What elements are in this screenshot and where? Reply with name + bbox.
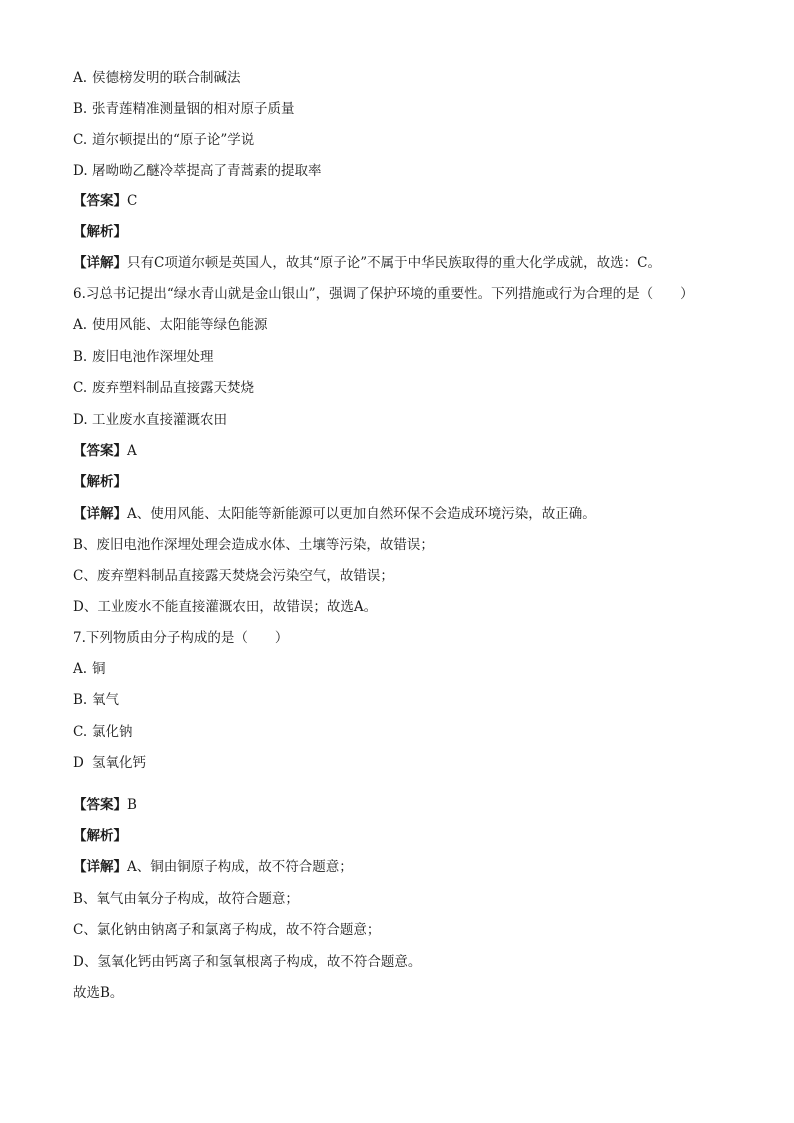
q7-detail-2: B、氧气由氧分子构成，故符合题意；	[73, 891, 299, 907]
q6-option-b: B. 废旧电池作深埋处理	[73, 349, 214, 365]
q7-option-c: C. 氯化钠	[73, 724, 133, 740]
q5-option-a: A. 侯德榜发明的联合制碱法	[73, 70, 241, 86]
q6-option-d: D. 工业废水直接灌溉农田	[73, 412, 227, 428]
q5-option-d: D. 屠呦呦乙醚冷萃提高了青蒿素的提取率	[73, 163, 322, 179]
q6-detail-1: 【详解】A、使用风能、太阳能等新能源可以更加自然环保不会造成环境污染，故正确。	[73, 506, 596, 522]
q5-detail: 【详解】只有C项道尔顿是英国人，故其“原子论”不属于中华民族取得的重大化学成就，故选：C。	[73, 255, 661, 271]
q7-option-b: B. 氧气	[73, 692, 119, 708]
q6-question: 6.习总书记提出“绿水青山就是金山银山”，强调了保护环境的重要性。下列措施或行为合理的是（ ）	[73, 286, 694, 302]
q5-analysis-heading: 【解析】	[73, 224, 127, 240]
q7-analysis-heading: 【解析】	[73, 828, 127, 844]
q6-detail-4: D、工业废水不能直接灌溉农田，故错误；故选A。	[73, 599, 378, 615]
q6-detail-2: B、废旧电池作深埋处理会造成水体、土壤等污染，故错误；	[73, 537, 434, 553]
q6-option-c: C. 废弃塑料制品直接露天焚烧	[73, 380, 254, 396]
q6-option-a: A. 使用风能、太阳能等绿色能源	[73, 317, 268, 333]
q6-answer: 【答案】A	[73, 443, 137, 459]
q7-detail-3: C、氯化钠由钠离子和氯离子构成，故不符合题意；	[73, 922, 381, 938]
q5-option-c: C. 道尔顿提出的“原子论”学说	[73, 132, 255, 148]
q5-answer: 【答案】C	[73, 193, 138, 209]
q7-detail-5: 故选B。	[73, 985, 124, 1001]
q6-detail-3: C、废弃塑料制品直接露天焚烧会污染空气，故错误；	[73, 568, 394, 584]
q7-option-a: A. 铜	[73, 661, 106, 677]
q7-option-d: D 氢氧化钙	[73, 755, 146, 771]
q5-option-b: B. 张青莲精准测量铟的相对原子质量	[73, 101, 295, 117]
q7-answer: 【答案】B	[73, 797, 137, 813]
q6-analysis-heading: 【解析】	[73, 474, 127, 490]
q7-detail-1: 【详解】A、铜由铜原子构成，故不符合题意；	[73, 859, 353, 875]
q7-question: 7.下列物质由分子构成的是（ ）	[73, 630, 289, 646]
q7-detail-4: D、氢氧化钙由钙离子和氢氧根离子构成，故不符合题意。	[73, 954, 422, 970]
